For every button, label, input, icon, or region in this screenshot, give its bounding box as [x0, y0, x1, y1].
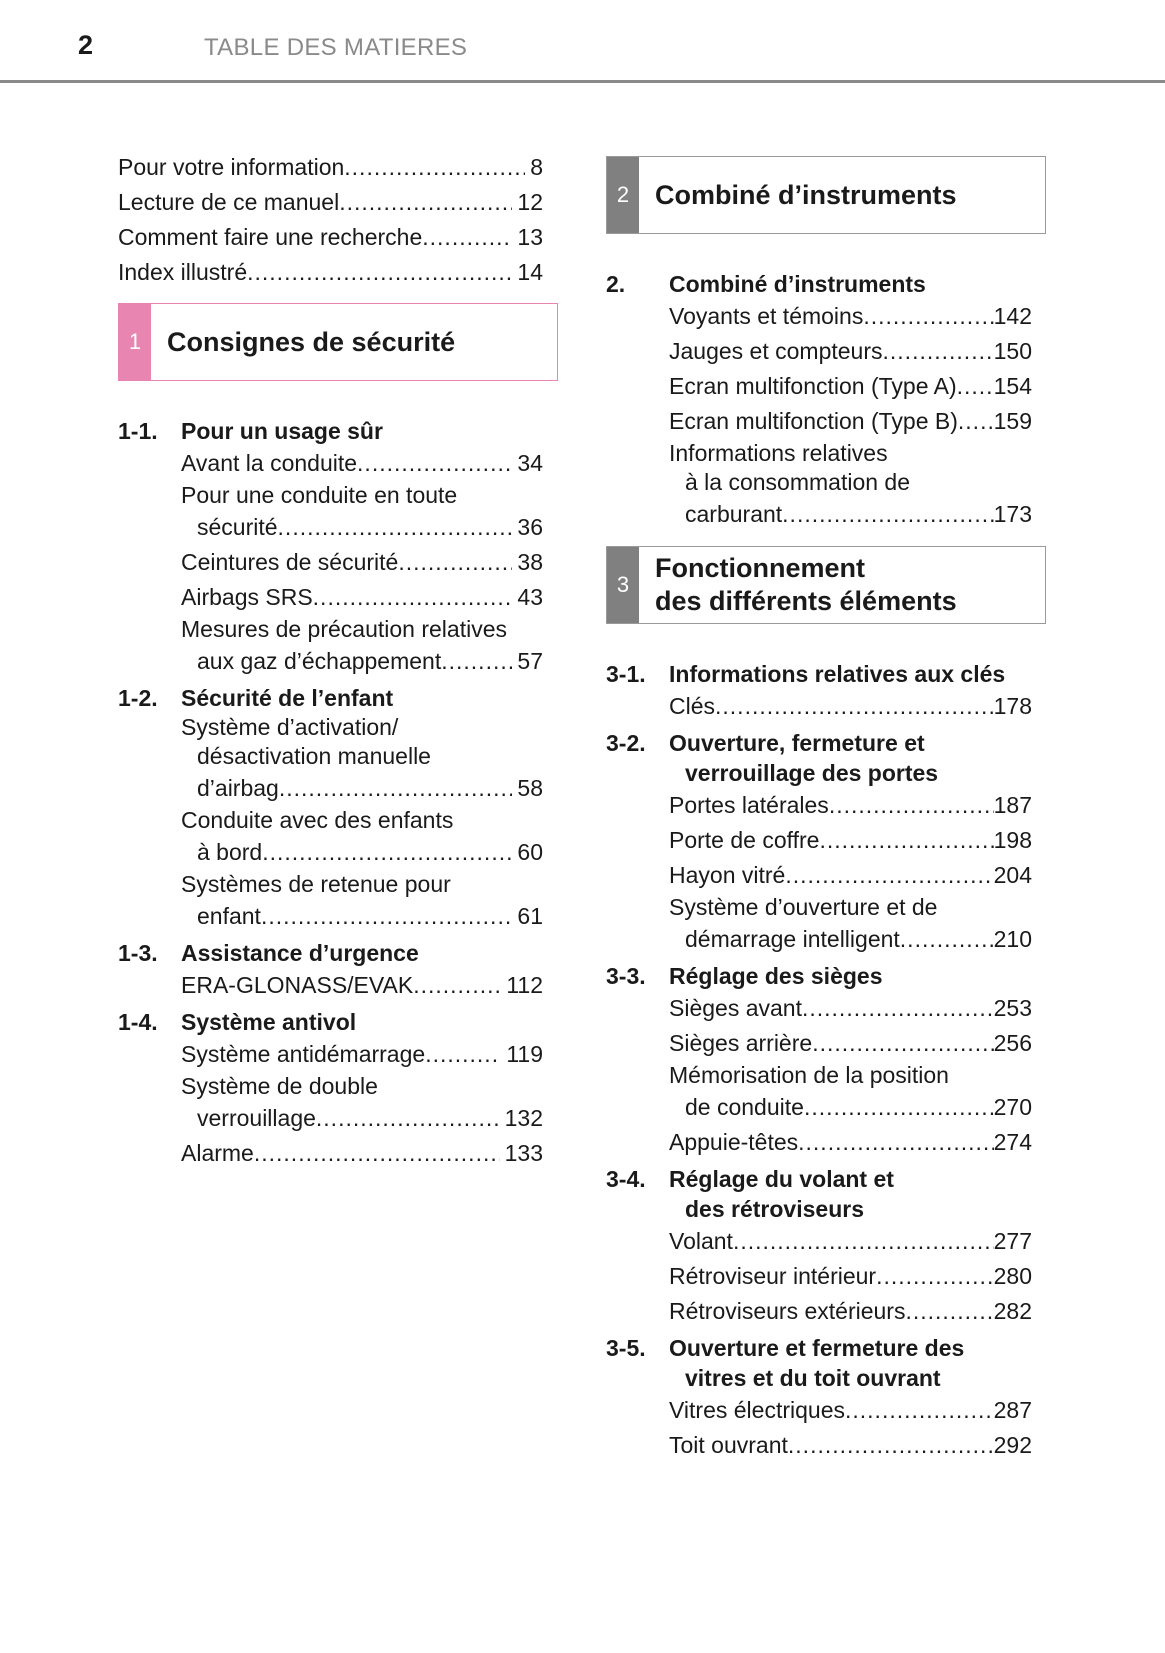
- toc-entry[interactable]: Système d’ouverture et de démarrage intelligent ..... 210: [669, 893, 1032, 957]
- section-heading[interactable]: 2. Combiné d’instruments: [606, 271, 926, 297]
- chapter-tab: 3: [607, 547, 639, 623]
- chapter-1-banner[interactable]: [118, 303, 558, 381]
- toc-entry[interactable]: Systèmes de retenue pour enfant ..... 61: [181, 870, 543, 934]
- section-heading[interactable]: 1-1. Pour un usage sûr: [118, 418, 383, 444]
- toc-entry[interactable]: Rétroviseur intérieur ..... 280: [669, 1259, 1032, 1294]
- toc-entry[interactable]: Alarme ..... 133: [181, 1136, 543, 1171]
- toc-entry[interactable]: Rétroviseurs extérieurs ..... 282: [669, 1294, 1032, 1329]
- section-heading[interactable]: 3-4. Réglage du volant et des rétroviseurs: [606, 1166, 894, 1222]
- page-number: 2: [78, 30, 94, 60]
- toc-entry[interactable]: Vitres électriques ..... 287: [669, 1393, 1032, 1428]
- toc-entry[interactable]: ERA-GLONASS/EVAK ..... 112: [181, 968, 543, 1003]
- toc-entry[interactable]: Système d’activation/ désactivation manuelle d’airbag ..... 58: [181, 713, 543, 806]
- toc-right-column: [606, 156, 1032, 1463]
- toc-entry[interactable]: Pour une conduite en toute sécurité ..... 36: [181, 481, 543, 545]
- toc-entry[interactable]: Sièges arrière ..... 256: [669, 1026, 1032, 1061]
- chapter-title: Fonctionnement des différents éléments: [655, 553, 957, 616]
- toc-entry[interactable]: Mesures de précaution relatives aux gaz d’échappement ..... 57: [181, 615, 543, 679]
- toc-entry[interactable]: Airbags SRS ..... 43: [181, 580, 543, 615]
- toc-entry[interactable]: Sièges avant ..... 253: [669, 991, 1032, 1026]
- toc-entry[interactable]: Voyants et témoins ..... 142: [669, 299, 1032, 334]
- toc-entry[interactable]: Ecran multifonction (Type B) ..... 159: [669, 404, 1032, 439]
- toc-entry[interactable]: Pour votre information ..... 8: [118, 150, 543, 185]
- toc-entry[interactable]: Informations relatives à la consommation de carburant ..... 173: [669, 439, 1032, 532]
- toc-entry[interactable]: Avant la conduite ..... 34: [181, 446, 543, 481]
- toc-entry[interactable]: Système de double verrouillage ..... 132: [181, 1072, 543, 1136]
- section-heading[interactable]: 3-2. Ouverture, fermeture et verrouillage des portes: [606, 730, 939, 786]
- chapter-2-banner[interactable]: [606, 156, 1046, 234]
- chapter-3-banner[interactable]: [606, 546, 1046, 624]
- section-heading[interactable]: 1-4. Système antivol: [118, 1009, 357, 1035]
- toc-entry[interactable]: Portes latérales ..... 187: [669, 788, 1032, 823]
- chapter-title: Consignes de sécurité: [167, 326, 456, 357]
- section-heading[interactable]: 1-3. Assistance d’urgence: [118, 940, 419, 966]
- section-heading[interactable]: 1-2. Sécurité de l’enfant: [118, 685, 394, 711]
- toc-entry[interactable]: Clés ..... 178: [669, 689, 1032, 724]
- chapter-tab: 2: [607, 157, 639, 233]
- toc-entry[interactable]: Porte de coffre ..... 198: [669, 823, 1032, 858]
- toc-entry[interactable]: Toit ouvrant ..... 292: [669, 1428, 1032, 1463]
- toc-entry[interactable]: Comment faire une recherche ..... 13: [118, 220, 543, 255]
- page-header: [0, 0, 1165, 83]
- toc-entry[interactable]: Système antidémarrage ..... 119: [181, 1037, 543, 1072]
- chapter-title: Combiné d’instruments: [655, 179, 957, 210]
- toc-entry[interactable]: Volant ..... 277: [669, 1224, 1032, 1259]
- section-heading[interactable]: 3-5. Ouverture et fermeture des vitres et du toit ouvrant: [606, 1335, 965, 1391]
- toc-entry[interactable]: Lecture de ce manuel ..... 12: [118, 185, 543, 220]
- chapter-tab: 1: [119, 304, 151, 380]
- toc-entry[interactable]: Ceintures de sécurité ..... 38: [181, 545, 543, 580]
- toc-entry[interactable]: Hayon vitré ..... 204: [669, 858, 1032, 893]
- toc-entry[interactable]: Ecran multifonction (Type A) ..... 154: [669, 369, 1032, 404]
- toc-left-column: [118, 150, 543, 1171]
- section-heading[interactable]: 3-1. Informations relatives aux clés: [606, 661, 1006, 687]
- running-title: TABLE DES MATIERES: [204, 34, 468, 61]
- toc-entry[interactable]: Index illustré ..... 14: [118, 255, 543, 290]
- toc-entry[interactable]: Jauges et compteurs ..... 150: [669, 334, 1032, 369]
- toc-entry[interactable]: Appuie-têtes ..... 274: [669, 1125, 1032, 1160]
- toc-entry[interactable]: Mémorisation de la position de conduite ..... 270: [669, 1061, 1032, 1125]
- toc-entry[interactable]: Conduite avec des enfants à bord ..... 60: [181, 806, 543, 870]
- intro-list: [118, 150, 543, 290]
- section-heading[interactable]: 3-3. Réglage des sièges: [606, 963, 883, 989]
